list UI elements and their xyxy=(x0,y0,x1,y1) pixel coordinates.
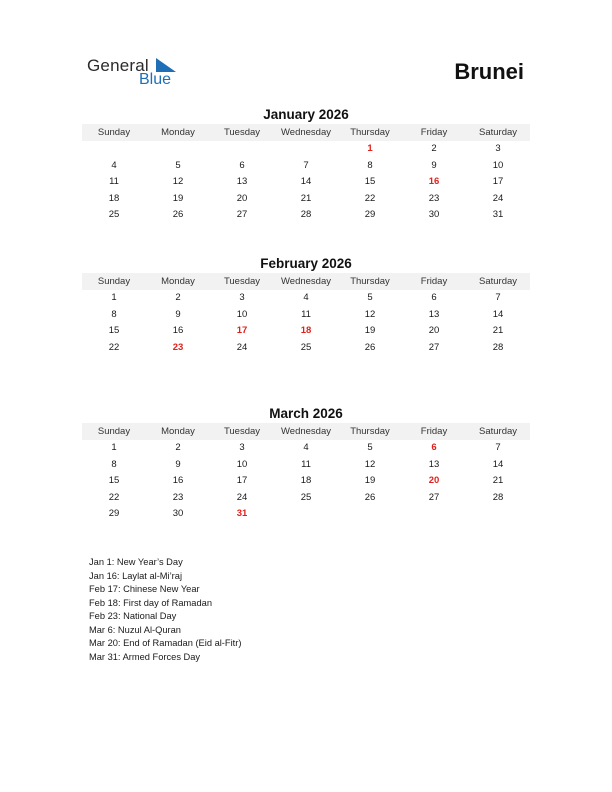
month-title: March 2026 xyxy=(269,406,343,421)
day-cell xyxy=(338,506,402,523)
day-cell: 24 xyxy=(236,491,248,503)
holiday-day-cell: 23 xyxy=(172,341,184,353)
weekday-label: Sunday xyxy=(97,426,131,437)
weekday-label: Sunday xyxy=(97,276,131,287)
day-cell: 23 xyxy=(172,491,184,503)
weekday-label: Monday xyxy=(161,276,195,287)
day-cell: 16 xyxy=(172,325,184,336)
day-cell: 28 xyxy=(492,491,504,503)
day-cell: 5 xyxy=(367,292,373,303)
week-row xyxy=(82,340,530,357)
day-cell: 21 xyxy=(300,192,312,204)
week-row xyxy=(82,141,530,158)
holiday-list-item: Feb 23: National Day xyxy=(89,611,177,621)
day-cell: 14 xyxy=(300,176,312,187)
weekday-label: Tuesday xyxy=(223,127,261,138)
day-cell: 11 xyxy=(301,308,311,320)
day-cell: 6 xyxy=(239,159,245,171)
day-cell: 22 xyxy=(364,192,376,204)
day-cell: 2 xyxy=(175,442,181,453)
day-cell: 25 xyxy=(300,341,312,353)
logo-blue-text: Blue xyxy=(139,71,172,88)
day-cell: 10 xyxy=(236,308,248,320)
weekday-label: Friday xyxy=(420,276,448,287)
day-cell: 13 xyxy=(428,308,440,320)
day-cell: 18 xyxy=(108,192,120,204)
day-cell xyxy=(210,141,274,158)
holiday-list-item: Feb 18: First day of Ramadan xyxy=(89,597,212,608)
week-row xyxy=(82,440,530,457)
day-cell: 15 xyxy=(364,176,376,187)
weekday-label: Thursday xyxy=(350,426,390,437)
month-march xyxy=(82,405,530,523)
day-cell: 25 xyxy=(300,491,312,503)
day-cell: 21 xyxy=(492,475,504,486)
day-cell: 29 xyxy=(108,508,120,519)
day-cell xyxy=(274,141,338,158)
week-row xyxy=(82,323,530,340)
day-cell: 31 xyxy=(492,209,504,220)
day-cell: 15 xyxy=(108,325,120,336)
holiday-list-item: Mar 31: Armed Forces Day xyxy=(89,651,201,662)
day-cell: 4 xyxy=(303,292,309,303)
day-cell: 8 xyxy=(111,458,117,470)
week-row xyxy=(82,290,530,307)
holiday-day-cell: 17 xyxy=(236,325,248,336)
day-cell: 22 xyxy=(108,341,120,353)
holiday-day-cell: 31 xyxy=(236,508,248,519)
holiday-day-cell: 1 xyxy=(367,143,373,154)
weekday-label: Saturday xyxy=(478,127,518,138)
day-cell: 8 xyxy=(111,308,117,320)
day-cell: 19 xyxy=(364,325,376,336)
day-cell: 10 xyxy=(492,159,504,171)
day-cell: 17 xyxy=(236,475,248,486)
day-cell: 3 xyxy=(495,143,501,154)
day-cell: 9 xyxy=(175,308,181,320)
day-cell: 26 xyxy=(364,341,376,353)
day-cell: 20 xyxy=(236,192,248,204)
day-cell xyxy=(274,506,338,523)
holiday-list xyxy=(89,556,241,664)
day-cell: 13 xyxy=(236,176,248,187)
day-cell: 15 xyxy=(108,475,120,486)
weekday-label: Friday xyxy=(420,426,448,437)
holiday-day-cell: 20 xyxy=(428,475,440,486)
week-row xyxy=(82,307,530,324)
weekday-label: Tuesday xyxy=(223,426,261,437)
day-cell: 5 xyxy=(175,159,181,171)
day-cell: 21 xyxy=(492,325,504,336)
day-cell xyxy=(82,141,146,158)
weekday-label: Monday xyxy=(161,127,195,138)
day-cell: 19 xyxy=(364,475,376,486)
day-cell: 11 xyxy=(301,458,311,470)
day-cell: 27 xyxy=(236,209,248,220)
month-title: January 2026 xyxy=(263,107,349,122)
week-row xyxy=(82,457,530,474)
day-cell: 6 xyxy=(431,292,437,303)
holiday-day-cell: 16 xyxy=(428,176,440,187)
day-cell: 14 xyxy=(492,308,504,320)
week-row xyxy=(82,506,530,523)
weekday-label: Wednesday xyxy=(281,426,331,437)
day-cell: 24 xyxy=(492,192,504,204)
day-cell: 12 xyxy=(364,458,376,470)
weekday-label: Friday xyxy=(420,127,448,138)
day-cell: 4 xyxy=(111,159,117,171)
day-cell: 8 xyxy=(367,159,373,171)
weekday-label: Monday xyxy=(161,426,195,437)
day-cell: 27 xyxy=(428,341,440,353)
day-cell: 9 xyxy=(431,159,437,171)
holiday-list-item: Mar 20: End of Ramadan (Eid al-Fitr) xyxy=(89,638,242,648)
day-cell: 2 xyxy=(431,143,437,154)
day-cell: 7 xyxy=(495,442,501,453)
day-cell: 23 xyxy=(428,192,440,204)
country-title: Brunei xyxy=(454,59,524,84)
day-cell: 11 xyxy=(109,176,119,187)
day-cell: 12 xyxy=(172,176,184,187)
day-cell: 1 xyxy=(111,292,117,303)
day-cell xyxy=(146,141,210,158)
day-cell: 16 xyxy=(172,475,184,486)
holiday-day-cell: 6 xyxy=(431,442,437,453)
weekday-label: Wednesday xyxy=(281,127,331,138)
day-cell: 27 xyxy=(428,491,440,503)
holiday-list-item: Jan 1: New Year’s Day xyxy=(89,557,183,567)
holiday-list-item: Mar 6: Nuzul Al-Quran xyxy=(89,624,181,635)
month-february xyxy=(82,255,530,356)
day-cell: 26 xyxy=(172,209,184,220)
day-cell: 25 xyxy=(108,209,120,220)
day-cell: 18 xyxy=(300,475,312,486)
month-january xyxy=(82,106,530,224)
generalblue-logo xyxy=(87,56,197,92)
week-row xyxy=(82,158,530,175)
weekday-label: Saturday xyxy=(478,276,518,287)
day-cell xyxy=(466,506,530,523)
weekday-header xyxy=(82,423,530,440)
week-row xyxy=(82,207,530,224)
day-cell: 12 xyxy=(364,308,376,320)
day-cell: 20 xyxy=(428,325,440,336)
holiday-list-item: Jan 16: Laylat al-Mi’raj xyxy=(89,570,183,581)
weekday-label: Thursday xyxy=(350,127,390,138)
day-cell: 4 xyxy=(303,442,309,453)
weekday-label: Wednesday xyxy=(281,276,331,287)
logo-general-text: General xyxy=(87,56,149,75)
day-cell: 28 xyxy=(492,341,504,353)
day-cell: 28 xyxy=(300,209,312,220)
day-cell: 19 xyxy=(172,192,184,204)
week-row xyxy=(82,191,530,208)
weekday-label: Thursday xyxy=(350,276,390,287)
day-cell: 22 xyxy=(108,491,120,503)
day-cell: 26 xyxy=(364,491,376,503)
day-cell: 17 xyxy=(492,176,504,187)
weekday-header xyxy=(82,273,530,290)
day-cell: 29 xyxy=(364,209,376,220)
day-cell xyxy=(402,506,466,523)
day-cell: 3 xyxy=(239,442,245,453)
week-row xyxy=(82,174,530,191)
day-cell: 3 xyxy=(239,292,245,303)
day-cell: 30 xyxy=(428,209,440,220)
day-cell: 9 xyxy=(175,458,181,470)
day-cell: 14 xyxy=(492,458,504,470)
day-cell: 2 xyxy=(175,292,181,303)
day-cell: 5 xyxy=(367,442,373,453)
weekday-label: Saturday xyxy=(478,426,518,437)
day-cell: 13 xyxy=(428,458,440,470)
holiday-day-cell: 18 xyxy=(300,325,312,336)
day-cell: 1 xyxy=(111,442,117,453)
day-cell: 7 xyxy=(303,159,309,171)
weekday-label: Sunday xyxy=(97,127,131,138)
weekday-label: Tuesday xyxy=(223,276,261,287)
weekday-header xyxy=(82,124,530,141)
day-cell: 7 xyxy=(495,292,501,303)
day-cell: 30 xyxy=(172,508,184,519)
day-cell: 24 xyxy=(236,341,248,353)
holiday-list-item: Feb 17: Chinese New Year xyxy=(89,584,200,594)
month-title: February 2026 xyxy=(260,256,352,271)
week-row xyxy=(82,490,530,507)
day-cell: 10 xyxy=(236,458,248,470)
week-row xyxy=(82,473,530,490)
